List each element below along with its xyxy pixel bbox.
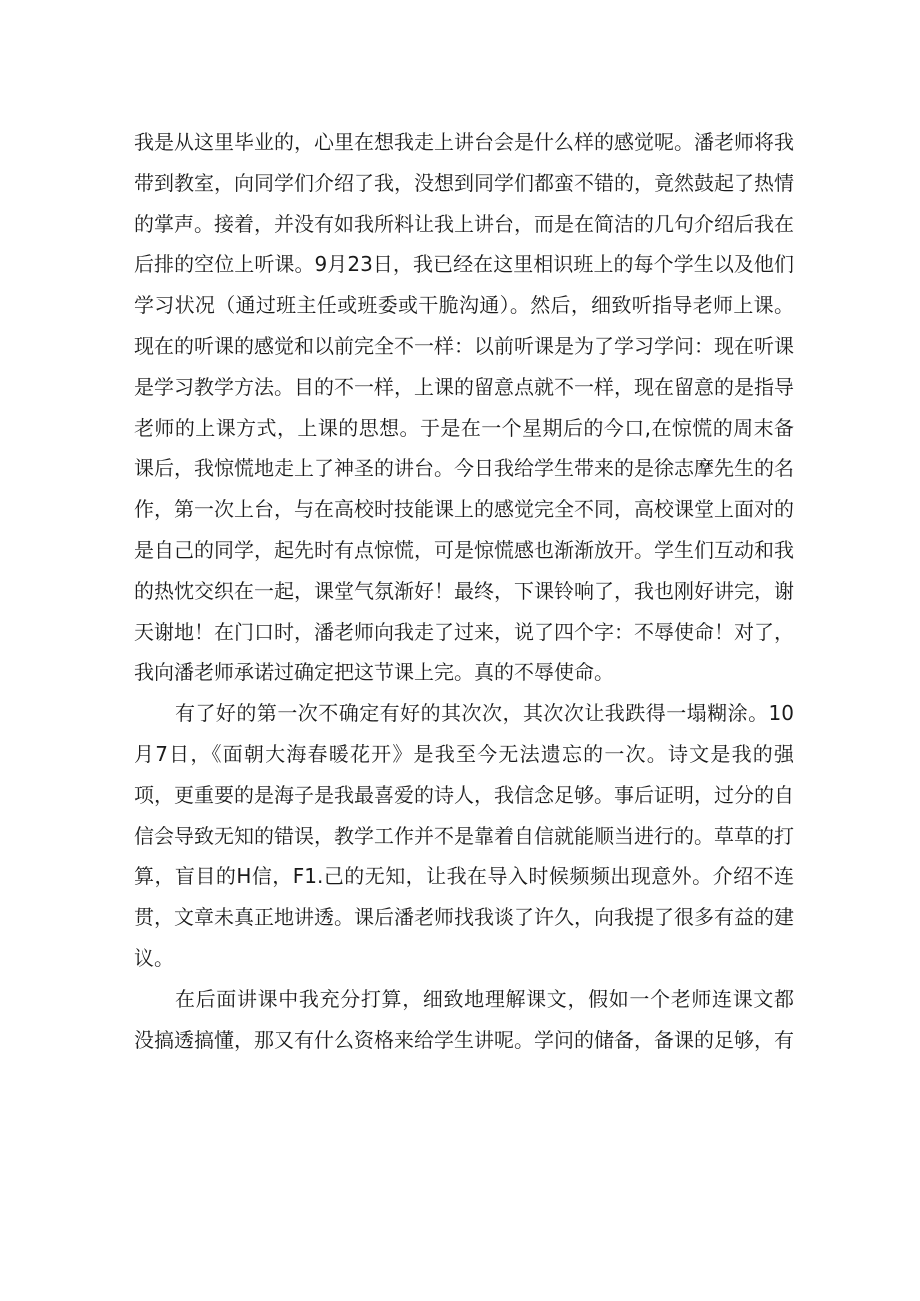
paragraph-3: 在后面讲课中我充分打算，细致地理解课文，假如一个老师连课文都没搞透搞懂，那又有什么资格来给学生讲呢。学问的储备，备课的足够，有 [134, 986, 794, 1052]
paragraph-1: 我是从这里毕业的，心里在想我走上讲台会是什么样的感觉呢。潘老师将我带到教室，向同学们介绍了我，没想到同学们都蛮不错的，竟然鼓起了热情的掌声。接着，并没有如我所料让我上讲台，而是在简洁的几句介绍后我在后排的空位上听课。9月23日，我已经在这里相识班上的每个学生以及他们学习状况（通过班主任或班委或干脆沟通）。然后，细致听指导老师上课。现在的听课的感觉和以前完全不一样：以前听课是为了学习学问：现在听课是学习教学方法。目的不一样，上课的留意点就不一样，现在留意的是指导老师的上课方式，上课的思想。于是在一个星期后的今口,在惊慌的周末备课后，我惊慌地走上了神圣的讲台。今日我给学生带来的是徐志摩先生的名作，第一次上台，与在高校时技能课上的感觉完全不同，高校课堂上面对的是自己的同学，起先时有点惊慌，可是惊慌感也渐渐放开。学生们互动和我的热忱交织在一起，课堂气氛渐好！最终，下课铃响了，我也刚好讲完，谢天谢地！在门口时，潘老师向我走了过来，说了四个字：不辱使命！对了，我向潘老师承诺过确定把这节课上完。真的不辱使命。 [134, 130, 794, 685]
paragraph-2: 有了好的第一次不确定有好的其次次，其次次让我跌得一塌糊涂。10月7日，《面朝大海春暖花开》是我至今无法遗忘的一次。诗文是我的强项，更重要的是海子是我最喜爱的诗人，我信念足够。事后证明，过分的自信会导致无知的错误，教学工作并不是靠着自信就能顺当进行的。草草的打算，盲目的H信，F1.己的无知，让我在导入时候频频出现意外。介绍不连贯，文章未真正地讲透。课后潘老师找我谈了许久，向我提了很多有益的建议。 [134, 701, 794, 970]
document-body [134, 122, 794, 1060]
